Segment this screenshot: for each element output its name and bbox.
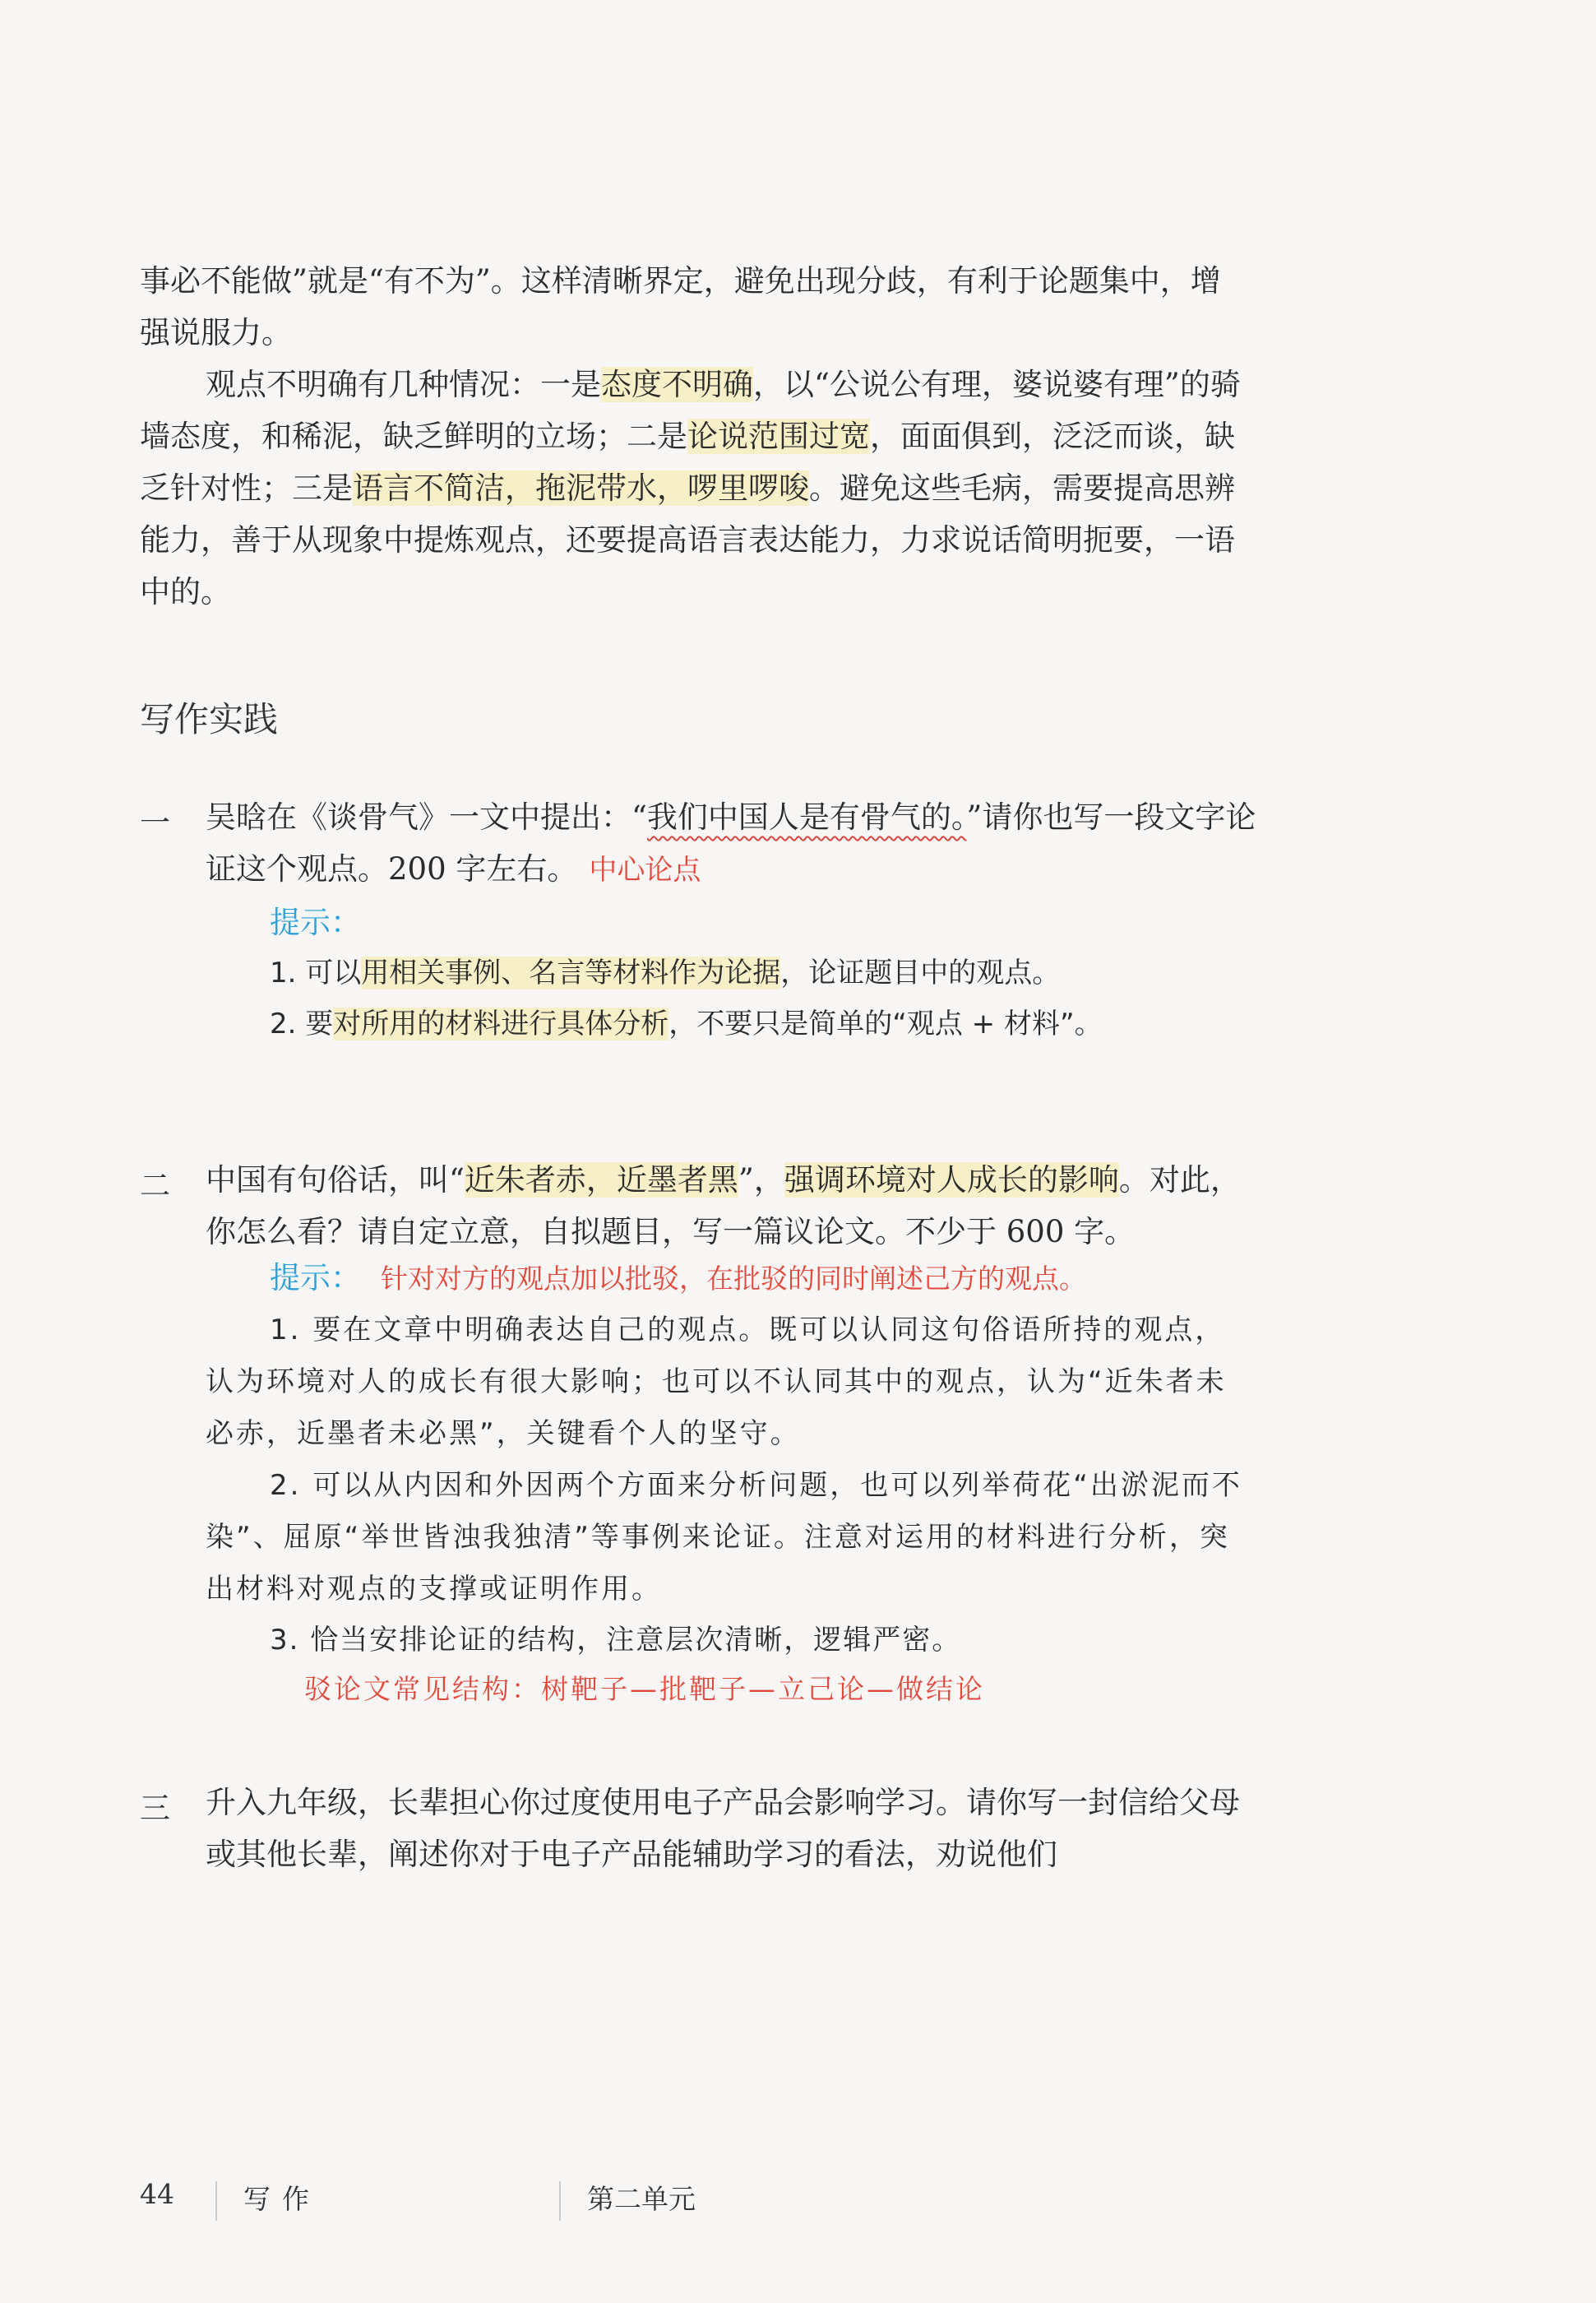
text-run: 中国有句俗话，叫“ [206, 1162, 465, 1198]
handwritten-note-refutation: 针对对方的观点加以批驳，在批驳的同时阐述己方的观点。 [381, 1263, 1086, 1295]
text-run: ”， [738, 1162, 784, 1198]
text-run: 1. 可以 [270, 957, 362, 989]
hint-1-item-2 [270, 999, 1103, 1050]
hint-1-item-1 [270, 948, 1060, 999]
footer-section: 写作 [243, 2183, 321, 2215]
highlight-evidence: 用相关事例、名言等材料作为论据 [361, 957, 781, 989]
text-run: ，以“公说公有理，婆说婆有理”的骑墙态度，和稀泥，缺乏鲜明的立场；二是 [140, 367, 1241, 454]
text-run: 观点不明确有几种情况：一是 [206, 367, 601, 402]
handwritten-note-central-thesis: 中心论点 [589, 854, 701, 887]
text-run: 。对此，你怎么看？请自定立意，自拟题目，写一篇议论文。不少于 600 字。 [206, 1162, 1241, 1249]
highlight-language: 语言不简洁，拖泥带水，啰里啰唆 [353, 470, 809, 506]
hint-2-item-1: 1. 要在文章中明确表达自己的观点。既可以认同这句俗语所持的观点，认为环境对人的成长有很大影响；也可以不认同其中的观点，认为“近朱者未必赤，近墨者未必黑”，关键看个人的坚守。 [206, 1314, 1227, 1450]
exercise-1-number: 一 [140, 805, 170, 841]
text-run: ，不要只是简单的“观点 + 材料”。 [668, 1008, 1103, 1040]
text-run: 吴晗在《谈骨气》一文中提出：“ [206, 799, 647, 835]
exercise-3-number: 三 [140, 1791, 170, 1826]
highlight-environment: 强调环境对人成长的影响 [784, 1162, 1119, 1198]
text-run: ”请你也写一段文字论证这个观点。200 字左右。 [206, 799, 1256, 887]
handwritten-note-structure: 驳论文常见结构：树靶子—批靶子—立己论—做结论 [304, 1673, 985, 1705]
paragraph-text: 事必不能做”就是“有不为”。这样清晰界定，避免出现分歧，有利于论题集中，增强说服力。 [140, 263, 1221, 350]
exercise-2-number: 二 [140, 1168, 170, 1203]
hint-label-1: 提示： [270, 905, 361, 940]
text-run: ，论证题目中的观点。 [780, 957, 1061, 989]
hint-2-item-2: 2. 可以从内因和外因两个方面来分析问题，也可以列举荷花“出淤泥而不染”、屈原“举世皆浊我独清”等事例来论证。注意对运用的材料进行分析，突出材料对观点的支撑或证明作用。 [206, 1469, 1242, 1606]
highlight-analysis: 对所用的材料进行具体分析 [333, 1008, 669, 1040]
exercise-2-prompt [206, 1154, 1258, 1258]
hint-label-2: 提示： [270, 1260, 361, 1295]
exercise-1-prompt [206, 791, 1258, 897]
footer-divider [215, 2181, 217, 2221]
text-run: 。避免这些毛病，需要提高思辨能力，善于从现象中提炼观点，还要提高语言表达能力，力求说话简明扼要，一语中的。 [140, 470, 1235, 609]
hint-2-row [270, 1252, 1086, 1304]
text-run: ，面面俱到，泛泛而谈，缺乏针对性；三是 [140, 419, 1235, 506]
section-title: 写作实践 [140, 699, 279, 739]
page-number: 44 [140, 2178, 174, 2210]
hint-2-item-3: 3. 恰当安排论证的结构，注意层次清晰，逻辑严密。 [270, 1624, 962, 1657]
highlight-proverb: 近朱者赤，近墨者黑 [464, 1162, 738, 1198]
footer-divider [559, 2181, 561, 2221]
paragraph-definition [140, 255, 1250, 359]
highlight-attitude: 态度不明确 [601, 367, 753, 402]
footer-unit: 第二单元 [587, 2183, 696, 2215]
exercise-3-prompt: 升入九年级，长辈担心你过度使用电子产品会影响学习。请你写一封信给父母或其他长辈，阐述你对于电子产品能辅助学习的看法，劝说他们 [206, 1785, 1240, 1872]
highlight-scope: 论说范围过宽 [687, 419, 870, 454]
paragraph-unclear-viewpoint [140, 359, 1250, 618]
wavy-underlined-quote: 我们中国人是有骨气的。 [646, 799, 967, 835]
text-run: 2. 要 [270, 1008, 334, 1040]
